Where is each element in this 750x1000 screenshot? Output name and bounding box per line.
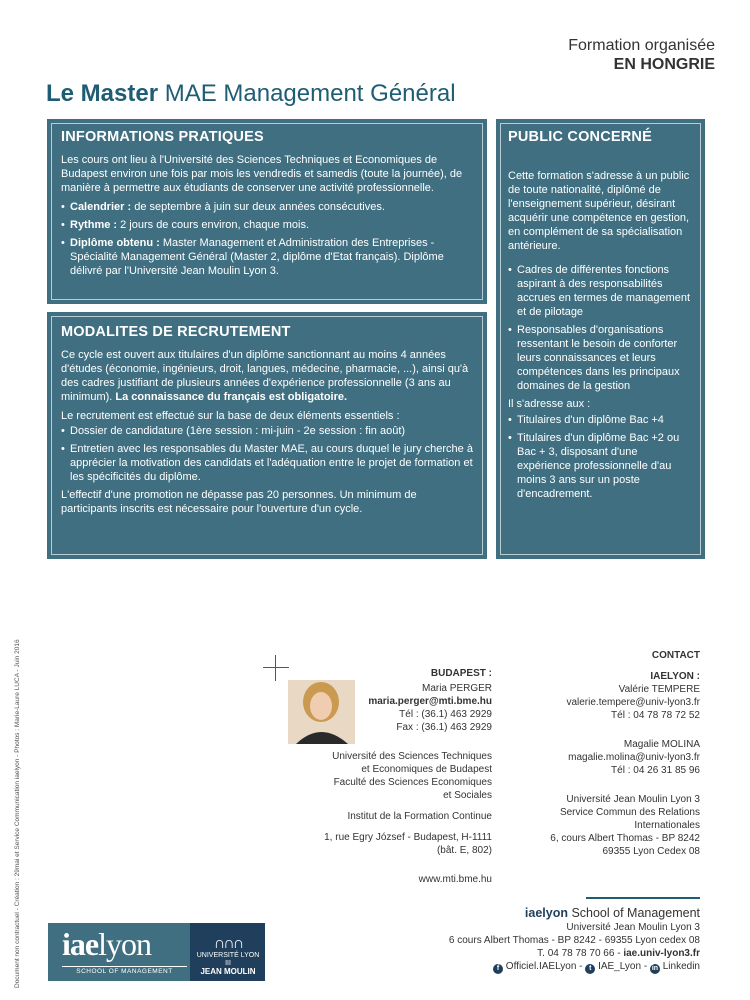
- budapest-univ: et Sociales: [443, 790, 492, 801]
- lyon-tel: Tél : 04 26 31 85 96: [611, 765, 700, 776]
- budapest-univ: et Economiques de Budapest: [361, 764, 492, 775]
- logo-lyon: lyon: [98, 926, 151, 962]
- budapest-contact: [292, 667, 492, 886]
- arch-icon: ∩∩∩: [213, 935, 243, 952]
- budapest-univ: Université des Sciences Techniques: [332, 751, 492, 762]
- jean-moulin-logo-text: [196, 936, 260, 976]
- public-intro: Cette formation s'adresse à un public de toute nationalité, diplômé de l'enseignement supérieur, désirant acquérir une compétence en gestion, en complément de sa spécialisation antérieure.: [508, 170, 690, 252]
- org-line2: EN HONGRIE: [613, 56, 715, 73]
- recruitment-p2: Le recrutement est effectué sur la base de deux éléments essentiels :: [61, 410, 400, 422]
- lyon-org: Internationales: [634, 820, 700, 831]
- budapest-univ: Faculté des Sciences Economiques: [333, 777, 492, 788]
- footer-tel: T. 04 78 78 70 66 -: [537, 948, 624, 959]
- public-box: [496, 119, 705, 559]
- separator: -: [641, 961, 650, 972]
- budapest-address: (bât. E, 802): [436, 845, 492, 856]
- info-box: [47, 119, 487, 304]
- recruitment-item: • Entretien avec les responsables du Master MAE, au cours duquel le jury cherche à apprécier la motivation des candidats et l'adéquation entre le projet de formation et les spécificités du diplôme.: [61, 442, 473, 484]
- recruitment-p3: L'effectif d'une promotion ne dépasse pas 20 personnes. Un minimum de participants inscrits est nécessaire pour l'ouverture d'un cycle.: [61, 489, 417, 515]
- info-item-text: de septembre à juin sur deux années consécutives.: [131, 201, 385, 213]
- crop-mark: [275, 655, 276, 681]
- budapest-heading: BUDAPEST :: [430, 668, 492, 679]
- footer-university: Université Jean Moulin Lyon 3: [566, 922, 700, 933]
- budapest-name: Maria PERGER: [421, 683, 492, 694]
- lyon-contact: [490, 649, 700, 858]
- budapest-fax: Fax : (36.1) 463 2929: [396, 722, 492, 733]
- lyon-heading: IAELYON :: [650, 671, 700, 682]
- logo-subtitle: SCHOOL OF MANAGEMENT: [62, 966, 187, 975]
- recruitment-p1-bold: La connaissance du français est obligatoire.: [115, 391, 348, 403]
- info-item: [61, 200, 473, 214]
- info-heading: INFORMATIONS PRATIQUES: [61, 129, 264, 145]
- budapest-tel: Tél : (36.1) 463 2929: [399, 709, 492, 720]
- contact-heading: CONTACT: [651, 650, 700, 661]
- page-title: [46, 80, 456, 108]
- info-item-label: Calendrier :: [70, 201, 132, 213]
- footer-contact: [370, 906, 700, 974]
- lyon-org: 6, cours Albert Thomas - BP 8242: [550, 833, 700, 844]
- logo-jm-line2: JEAN MOULIN: [200, 967, 256, 976]
- twitter-icon[interactable]: t: [585, 964, 595, 974]
- facebook-link[interactable]: Officiel.IAELyon: [505, 961, 577, 972]
- logo-iae: iae: [62, 926, 99, 962]
- lyon-email-link[interactable]: valerie.tempere@univ-lyon3.fr: [566, 697, 700, 708]
- organized-in-header: [568, 36, 715, 74]
- separator: -: [576, 961, 586, 972]
- title-rest: MAE Management Général: [158, 80, 456, 107]
- school-name: [370, 906, 700, 921]
- recruitment-heading: MODALITES DE RECRUTEMENT: [61, 324, 291, 340]
- linkedin-icon[interactable]: in: [651, 965, 659, 972]
- iaelyon-logo-text: [62, 926, 151, 963]
- lyon-name: Magalie MOLINA: [623, 739, 700, 750]
- public-item: • Titulaires d'un diplôme Bac +4: [508, 413, 693, 427]
- crop-mark: [263, 667, 289, 668]
- lyon-email-link[interactable]: magalie.molina@univ-lyon3.fr: [568, 752, 700, 763]
- footer-website-link[interactable]: iae.univ-lyon3.fr: [623, 948, 700, 959]
- public-item: • Responsables d'organisations ressentant le besoin de conforter leurs connaissances et leurs compétences dans les principaux domaines de la gestion: [508, 323, 693, 393]
- lyon-tel: Tél : 04 78 78 72 52: [611, 710, 700, 721]
- info-item-label: Diplôme obtenu :: [70, 237, 160, 249]
- recruitment-p1: [61, 348, 473, 404]
- info-item: [61, 236, 473, 278]
- footer-tel-web: [370, 947, 700, 960]
- public-item: • Titulaires d'un diplôme Bac +2 ou Bac + 3, disposant d'une expérience professionnelle d'au moins 3 ans sur un poste d'encadrement.: [508, 431, 693, 501]
- public-item: • Cadres de différentes fonctions aspirant à des responsabilités accrues en termes de management et de pilotage: [508, 263, 693, 319]
- school-name-rest: School of Management: [567, 906, 700, 920]
- public-list-2: [508, 413, 693, 501]
- lyon-org: Université Jean Moulin Lyon 3: [566, 794, 700, 805]
- public-list-1: [508, 263, 693, 393]
- public-heading: PUBLIC CONCERNÉ: [508, 129, 652, 145]
- recruitment-item: • Dossier de candidature (1ère session : mi-juin - 2e session : fin août): [61, 424, 473, 438]
- public-addr-label: Il s'adresse aux :: [508, 398, 591, 410]
- logo-jm-line1: UNIVERSITÉ LYON III: [196, 952, 260, 967]
- footer-social: [370, 960, 700, 974]
- info-item-label: Rythme :: [70, 219, 118, 231]
- budapest-email-link[interactable]: maria.perger@mti.bme.hu: [368, 696, 492, 707]
- twitter-link[interactable]: IAE_Lyon: [598, 961, 642, 972]
- recruitment-p1-text: Ce cycle est ouvert aux titulaires d'un diplôme sanctionnant au moins 4 années d'études (économie, ingénieurs, droit, langues, médecine, pharmacie, ...), ainsi qu'à des cadres justifiant de plusieurs années d'expérience professionnelle (3 ans au minimum).: [61, 349, 469, 403]
- info-item: [61, 218, 473, 232]
- budapest-institute: Institut de la Formation Continue: [347, 811, 492, 822]
- org-line1: Formation organisée: [568, 37, 715, 54]
- recruitment-list: [61, 424, 473, 484]
- recruitment-box: [47, 312, 487, 559]
- linkedin-link[interactable]: Linkedin: [662, 961, 700, 972]
- info-item-text: Master Management et Administration des Entreprises - Spécialité Management Général (Master 2, diplôme d'Etat français). Diplôme délivré par l'Université Jean Moulin Lyon 3.: [70, 237, 444, 277]
- lyon-name: Valérie TEMPERE: [618, 684, 700, 695]
- footer-address: 6 cours Albert Thomas - BP 8242 - 69355 Lyon cedex 08: [448, 935, 700, 946]
- budapest-website-link[interactable]: www.mti.bme.hu: [418, 874, 492, 885]
- budapest-address: 1, rue Egry József - Budapest, H-1111: [324, 832, 492, 843]
- facebook-icon[interactable]: f: [493, 964, 503, 974]
- info-item-text: 2 jours de cours environ, chaque mois.: [117, 219, 310, 231]
- info-intro: Les cours ont lieu à l'Université des Sciences Techniques et Economiques de Budapest environ une fois par mois les vendredis et samedis (toute la journée), de manière à permettre aux étudiants de conserver une activité professionnelle.: [61, 154, 463, 194]
- lyon-org: 69355 Lyon Cedex 08: [602, 846, 700, 857]
- info-list: [61, 200, 473, 278]
- title-bold: Le Master: [46, 80, 159, 107]
- school-name-bold: iaelyon: [524, 906, 568, 920]
- legal-note: Document non contractuel - Création : 29mai et Service Communication iaelyon - Photos : Marie-Laure LUCA - Juin 2016: [14, 639, 21, 988]
- lyon-org: Service Commun des Relations: [559, 807, 700, 818]
- footer-divider: [586, 897, 700, 899]
